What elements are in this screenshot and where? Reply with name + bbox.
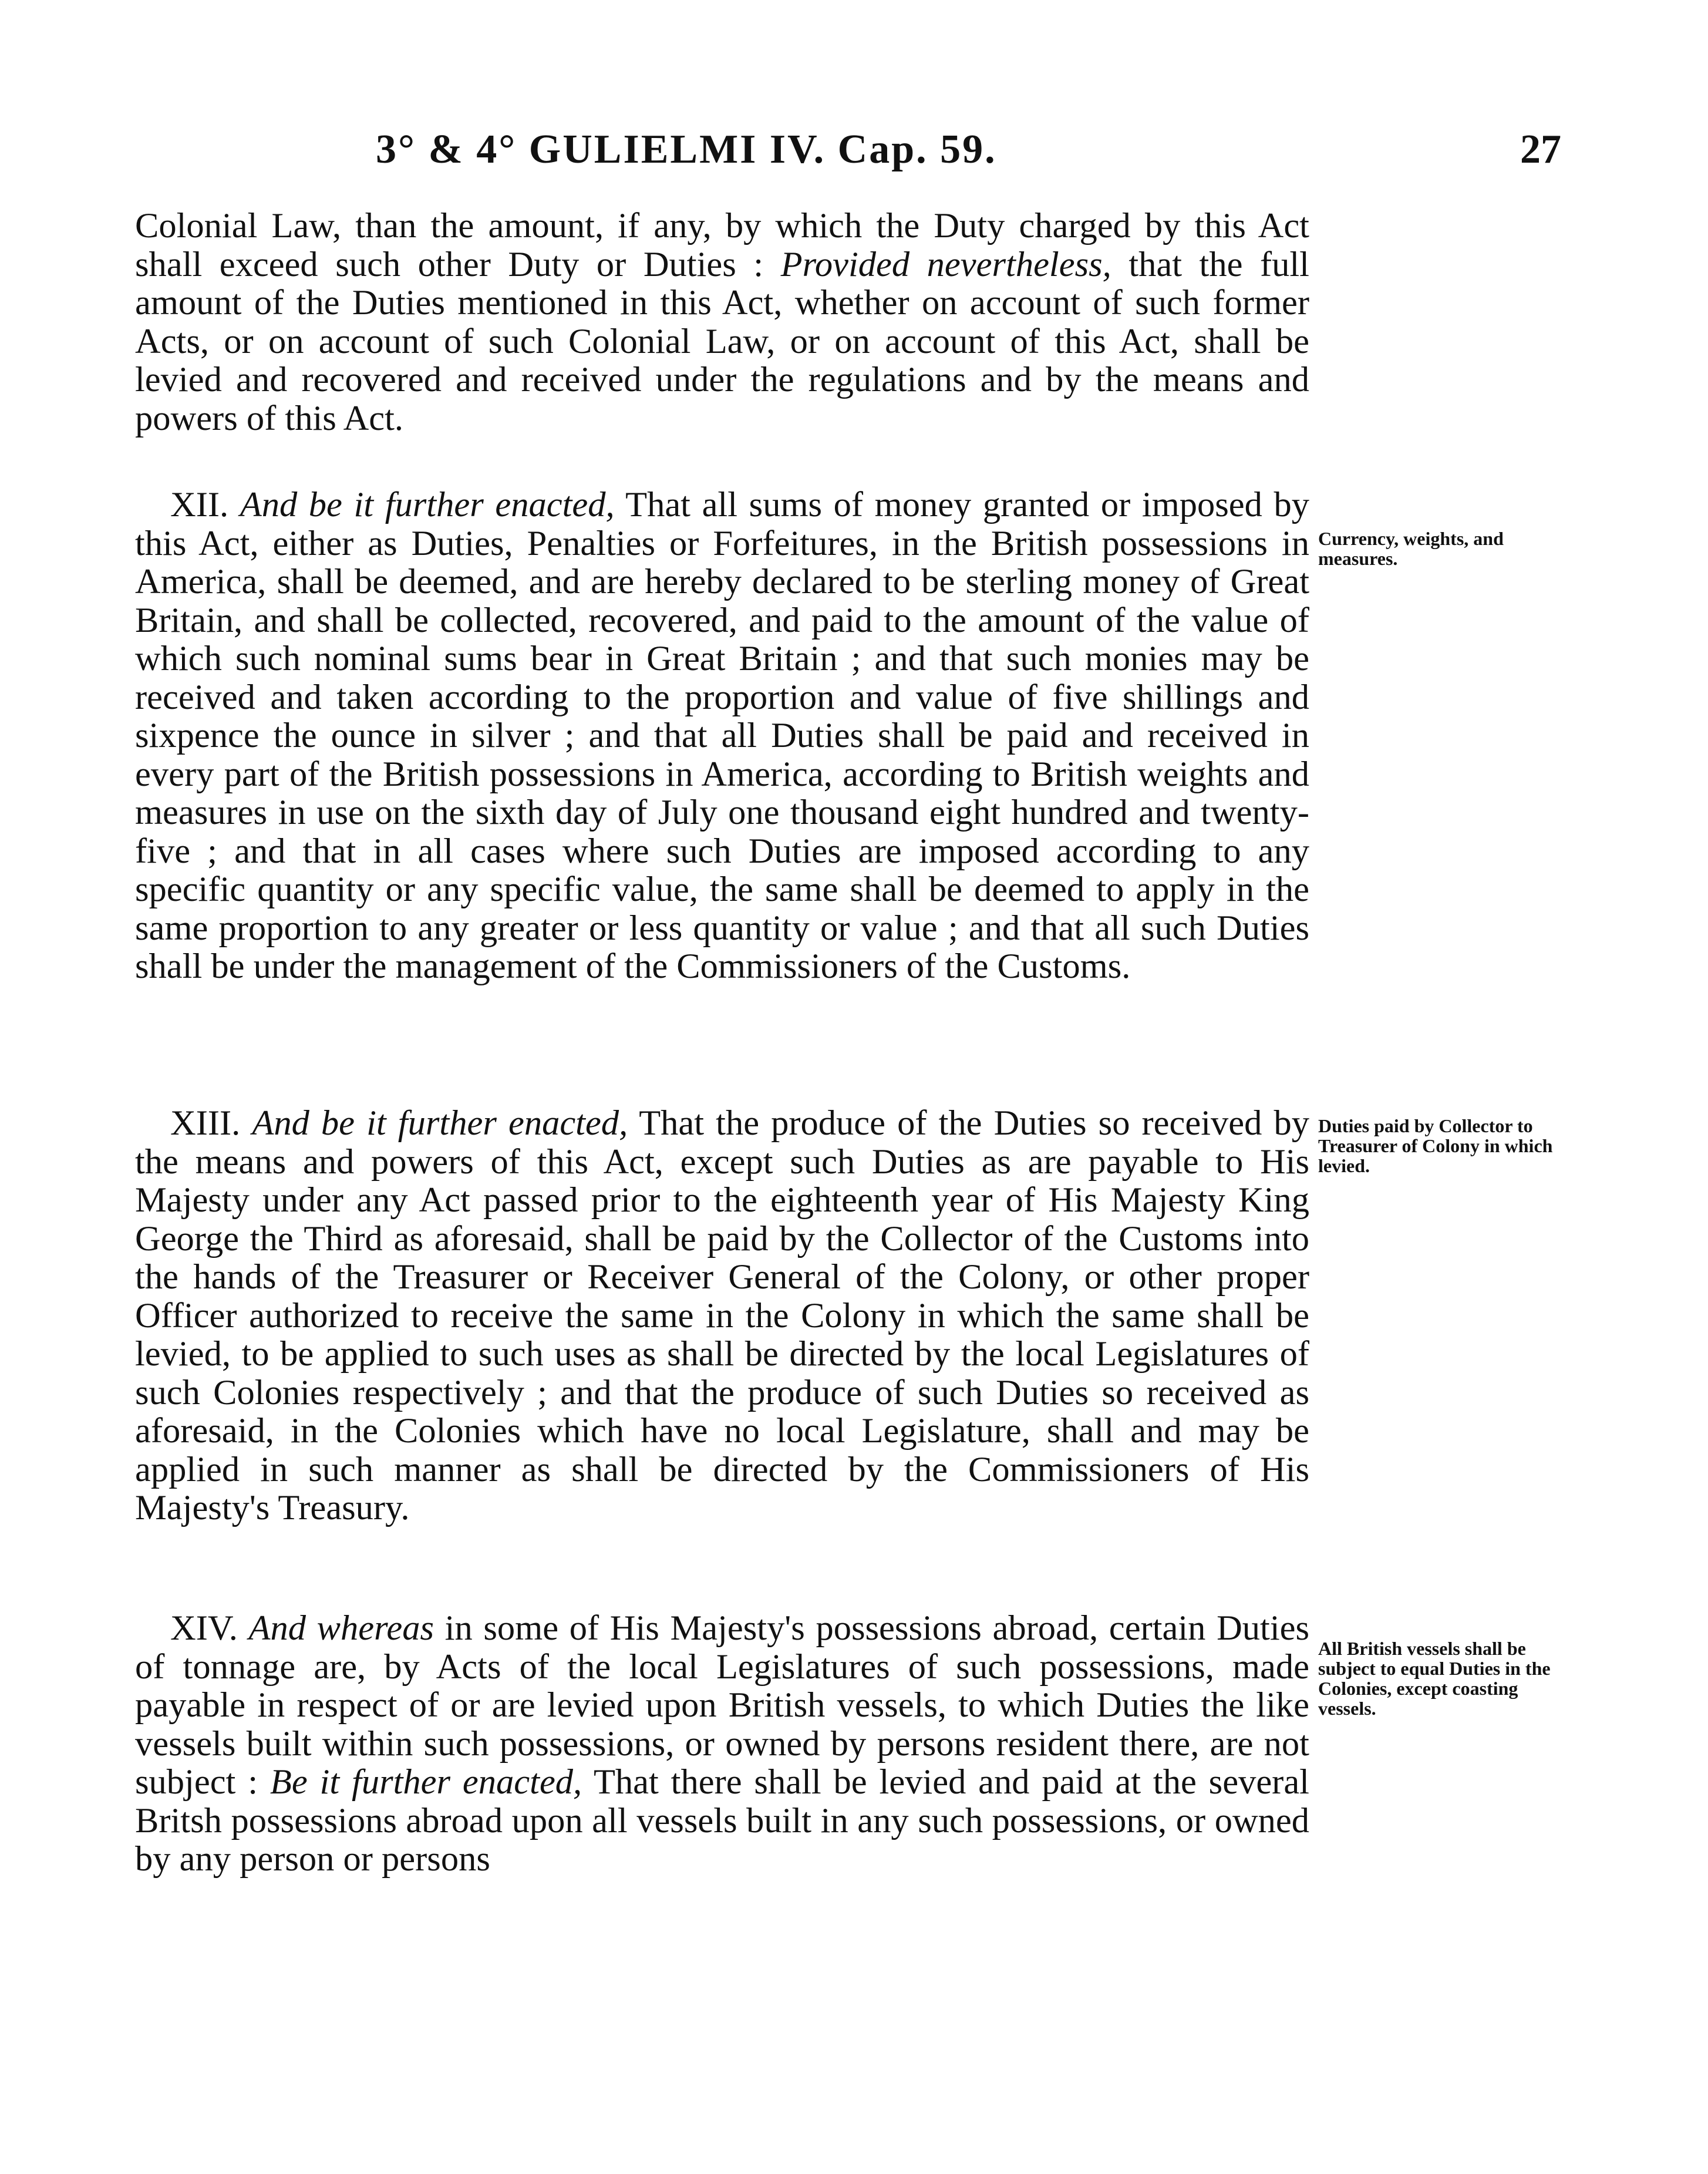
marginal-note-xii: Currency, weights, and measures. bbox=[1318, 528, 1504, 569]
section-text-continued: That there shall be levied and paid at the several Britsh possessions abroad upon all vessels built in any such possessions, or owned by any person or persons bbox=[135, 1762, 1309, 1879]
continuation-paragraph bbox=[135, 207, 1309, 438]
enacting-phrase: And be it further enacted, bbox=[252, 1103, 628, 1143]
running-title: 3° & 4° GULIELMI IV. Cap. 59. bbox=[376, 127, 997, 172]
enacting-phrase: Be it further enacted, bbox=[269, 1762, 582, 1802]
continuation-rest: that the full amount of the Duties mentioned in this Act, whether on account of such former Acts, or on account of such Colonial Law, or on account of this Act, shall be levied and recovered and received under the regulations and by the means and powers of this Act. bbox=[135, 244, 1309, 438]
section-number: XII. bbox=[170, 485, 229, 524]
section-text: in some of His Majesty's possessions abroad, certain Duties of tonnage are, by Acts of the local Legislatures of such possessions, made payable in respect of or are levied upon British vessels, to which Duties the like vessels built within such possessions, or owned by persons resident there, are not subject : bbox=[135, 1608, 1310, 1802]
section-xiii bbox=[135, 1104, 1309, 1527]
section-text: That the produce of the Duties so received by the means and powers of this Act, except such Duties as are payable to His Majesty under any Act passed prior to the eighteenth year of His Majesty King George the Third as aforesaid, shall be paid by the Collector of the Customs into the hands of the Treasurer or Receiver General of the Colony, or other proper Officer authorized to receive the same in the Colony in which the same shall be levied, to be applied to such uses as shall be directed by the local Legislatures of such Colonies respectively ; and that the produce of such Duties so received as aforesaid, in the Colonies which have no local Legislature, shall and may be applied in such manner as shall be directed by the Commissioners of His Majesty's Treasury. bbox=[135, 1103, 1309, 1527]
marginal-note-xiv: All British vessels shall be subject to equal Duties in the Colonies, except coasting vessels. bbox=[1318, 1638, 1551, 1719]
whereas-phrase: And whereas bbox=[248, 1608, 434, 1648]
section-text: That all sums of money granted or imposed by this Act, either as Duties, Penalties or Forfeitures, in the British possessions in America, shall be deemed, and are hereby declared to be sterling money of Great Britain, and shall be collected, recovered, and paid to the amount of the value of which such nominal sums bear in Great Britain ; and that such monies may be received and taken according to the proportion and value of five shillings and sixpence the ounce in silver ; and that all Duties shall be paid and received in every part of the British possessions in America, according to British weights and measures in use on the sixth day of July one thousand eight hundred and twenty-five ; and that in all cases where such Duties are imposed according to any specific quantity or any specific value, the same shall be deemed to apply in the same proportion to any greater or less quantity or value ; and that all such Duties shall be under the management of the Commissioners of the Customs. bbox=[135, 485, 1310, 986]
page-number: 27 bbox=[1520, 127, 1561, 172]
section-number: XIV. bbox=[170, 1608, 238, 1648]
enacting-phrase: And be it further enacted, bbox=[240, 485, 615, 524]
section-xiv bbox=[135, 1609, 1309, 1879]
section-number: XIII. bbox=[170, 1103, 241, 1143]
section-xii bbox=[135, 486, 1309, 986]
continuation-italic: Provided nevertheless, bbox=[780, 244, 1111, 284]
continuation-lead: Colonial Law, than the amount, if any, by which the Duty charged by this Act shall exceed such other Duty or Duties : bbox=[135, 206, 1309, 284]
marginal-note-xiii: Duties paid by Collector to Treasurer of Colony in which levied. bbox=[1318, 1115, 1553, 1176]
